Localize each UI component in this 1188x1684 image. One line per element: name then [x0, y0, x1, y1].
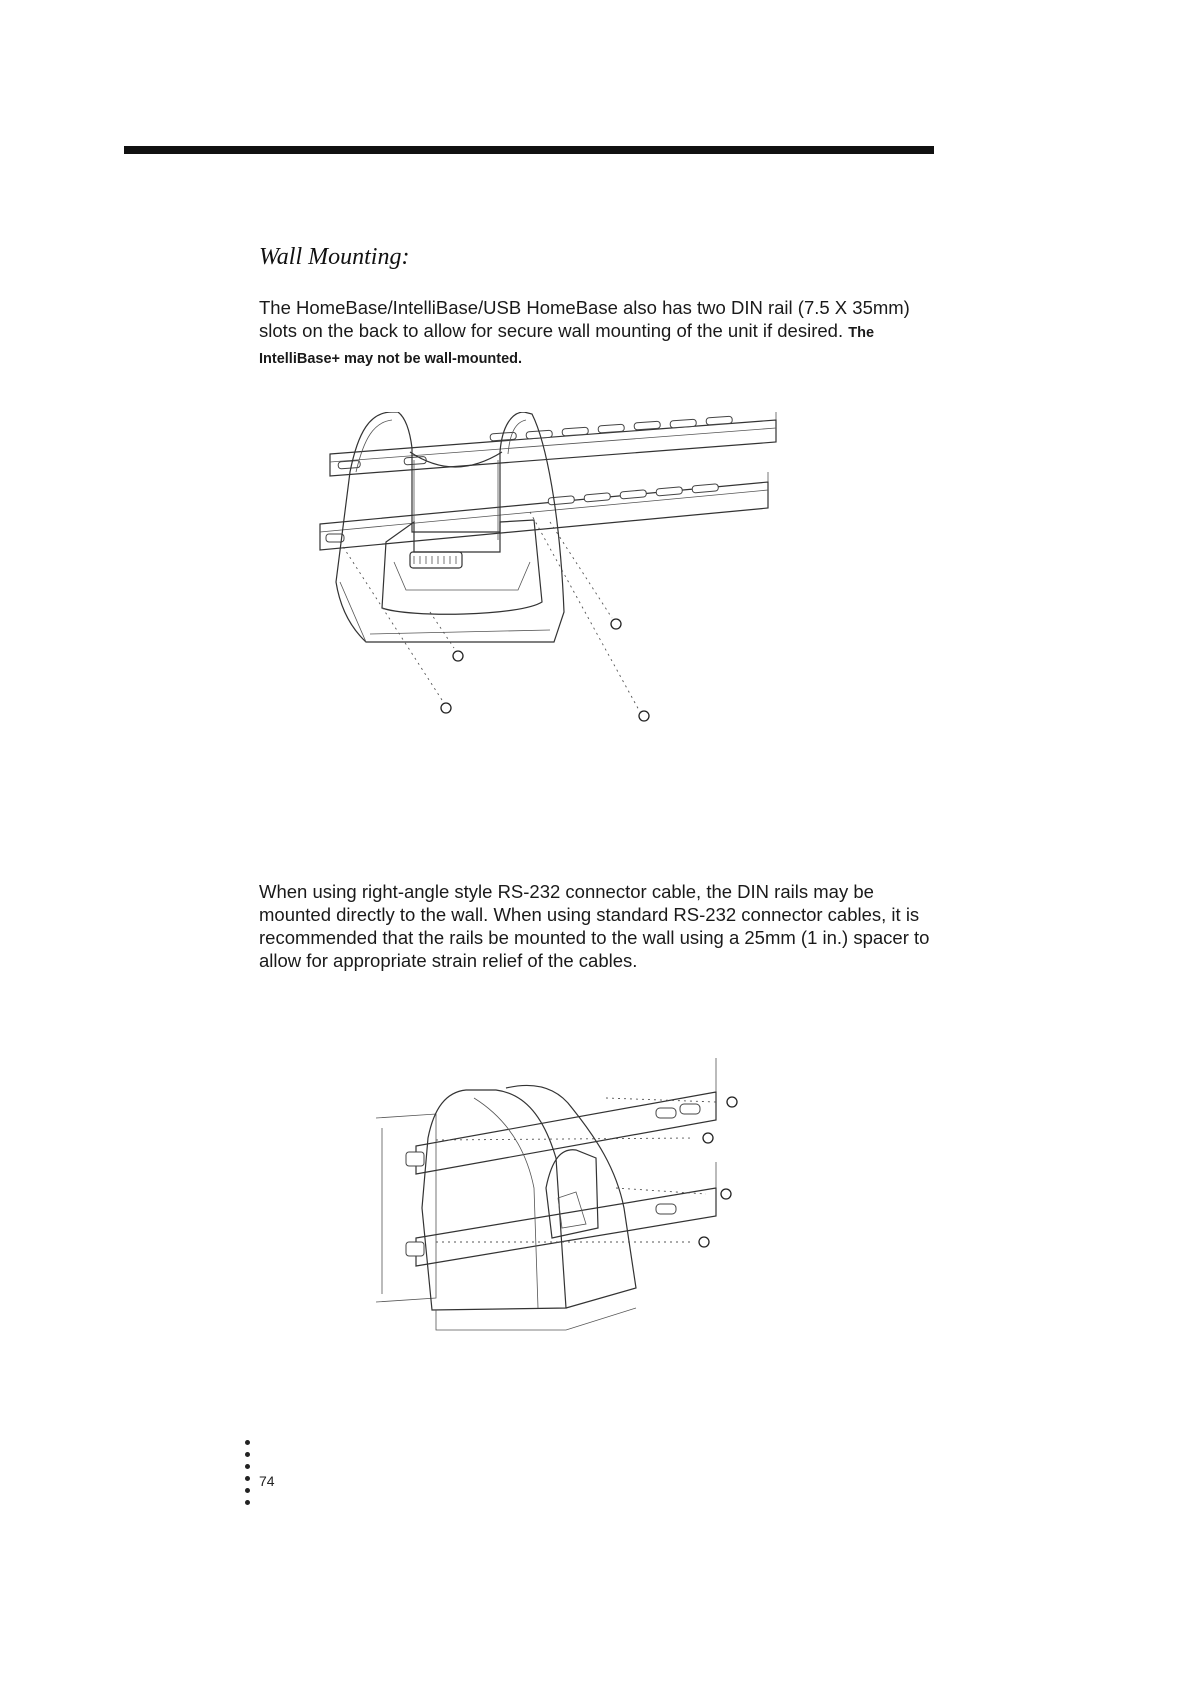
mounting-screws	[441, 619, 649, 721]
screw-icon	[703, 1133, 713, 1143]
din-rail-mount-illustration	[310, 412, 790, 772]
intellibase-plus-note: The IntelliBase+ may not be wall-mounted.	[259, 325, 875, 367]
footer-dots	[245, 1440, 250, 1512]
screw-icon	[727, 1097, 737, 1107]
intro-paragraph	[259, 296, 939, 371]
screw-icon	[639, 711, 649, 721]
din-rail-spacer-illustration	[376, 1058, 806, 1348]
screw-icon	[441, 703, 451, 713]
din-rail-upper	[330, 412, 776, 476]
screw-icon	[699, 1237, 709, 1247]
header-rule	[124, 146, 934, 154]
din-rail-lower	[320, 472, 768, 550]
spacer-guide-lines	[436, 1098, 716, 1242]
section-heading: Wall Mounting:	[259, 244, 410, 270]
spacer-screws	[699, 1097, 737, 1247]
mounting-guide-lines	[340, 512, 640, 712]
cradle-side-view	[422, 1085, 636, 1330]
page-number: 74	[259, 1473, 275, 1489]
intro-text: The HomeBase/IntelliBase/USB HomeBase also has two DIN rail (7.5 X 35mm) slots on the back to allow for secure wall mounting of the unit if desired.	[259, 297, 910, 341]
wall-spacer	[376, 1114, 436, 1302]
screw-icon	[721, 1189, 731, 1199]
spacer-paragraph: When using right-angle style RS-232 connector cable, the DIN rails may be mounted directly to the wall. When using standard RS-232 connector cables, it is recommended that the rails be mounted to the wall using a 25mm (1 in.) spacer to allow for appropriate strain relief of the cables.	[259, 881, 930, 971]
screw-icon	[453, 651, 463, 661]
screw-icon	[611, 619, 621, 629]
